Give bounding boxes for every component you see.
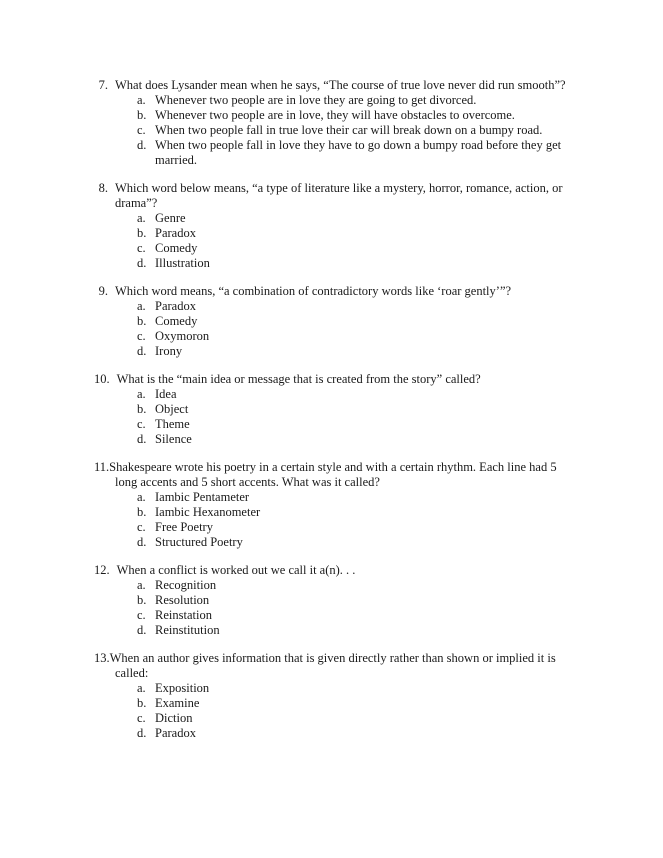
option-text: Comedy <box>155 241 198 255</box>
option-text: Oxymoron <box>155 329 210 343</box>
option-letter: b. <box>137 314 147 328</box>
option-letter: d. <box>137 432 147 446</box>
option-letter: d. <box>137 256 147 270</box>
question-block-13 <box>94 651 577 741</box>
question-block-7 <box>94 78 577 168</box>
question-text: When an author gives information that is given directly rather than shown or implied it is called: <box>109 651 556 680</box>
option-letter: a. <box>137 490 146 504</box>
option-text: Idea <box>155 387 177 401</box>
question-text: When a conflict is worked out we call it a(n). . . <box>116 563 356 577</box>
option-text: Paradox <box>155 726 196 740</box>
question-number: 7. <box>98 78 108 92</box>
option-row <box>94 696 577 711</box>
option-row <box>94 593 577 608</box>
option-text: Illustration <box>155 256 210 270</box>
question-text: Which word below means, “a type of literature like a mystery, horror, romance, action, or drama”? <box>115 181 563 210</box>
question-line <box>94 372 577 387</box>
option-letter: d. <box>137 623 147 637</box>
option-row <box>94 138 577 168</box>
question-number: 13. <box>94 651 110 665</box>
option-text: Paradox <box>155 299 196 313</box>
option-row <box>94 726 577 741</box>
question-line <box>94 460 577 490</box>
question-number: 12. <box>94 563 110 577</box>
question-text: What does Lysander mean when he says, “The course of true love never did run smooth”? <box>115 78 566 92</box>
question-number: 10. <box>94 372 110 386</box>
option-row <box>94 432 577 447</box>
option-row <box>94 608 577 623</box>
option-text: Whenever two people are in love, they will have obstacles to overcome. <box>155 108 515 122</box>
option-row <box>94 314 577 329</box>
option-text: When two people fall in true love their car will break down on a bumpy road. <box>155 123 543 137</box>
option-row <box>94 490 577 505</box>
option-letter: c. <box>137 711 146 725</box>
option-row <box>94 329 577 344</box>
option-text: Iambic Hexanometer <box>155 505 261 519</box>
option-letter: c. <box>137 123 146 137</box>
question-line <box>94 181 577 211</box>
option-letter: c. <box>137 329 146 343</box>
option-text: Reinstitution <box>155 623 220 637</box>
question-block-11 <box>94 460 577 550</box>
option-letter: b. <box>137 696 147 710</box>
question-block-12 <box>94 563 577 638</box>
option-letter: b. <box>137 108 147 122</box>
option-letter: b. <box>137 402 147 416</box>
option-row <box>94 108 577 123</box>
option-text: Exposition <box>155 681 210 695</box>
option-text: Irony <box>155 344 183 358</box>
option-letter: d. <box>137 344 147 358</box>
option-text: Genre <box>155 211 186 225</box>
option-row <box>94 535 577 550</box>
option-text: Paradox <box>155 226 196 240</box>
question-number: 8. <box>98 181 108 195</box>
option-row <box>94 520 577 535</box>
question-text: What is the “main idea or message that is created from the story” called? <box>116 372 481 386</box>
option-letter: a. <box>137 299 146 313</box>
option-row <box>94 505 577 520</box>
option-row <box>94 711 577 726</box>
option-row <box>94 344 577 359</box>
option-text: Iambic Pentameter <box>155 490 250 504</box>
option-row <box>94 211 577 226</box>
option-text: Recognition <box>155 578 217 592</box>
question-line <box>94 563 577 578</box>
option-letter: a. <box>137 681 146 695</box>
option-letter: a. <box>137 211 146 225</box>
option-letter: c. <box>137 417 146 431</box>
option-row <box>94 578 577 593</box>
option-text: Silence <box>155 432 192 446</box>
question-number: 11. <box>94 460 110 474</box>
option-row <box>94 417 577 432</box>
option-row <box>94 241 577 256</box>
option-text: Resolution <box>155 593 210 607</box>
option-row <box>94 299 577 314</box>
option-row <box>94 226 577 241</box>
question-text: Shakespeare wrote his poetry in a certain style and with a certain rhythm. Each line had 5 long accents and 5 short accents. What was it called? <box>109 460 557 489</box>
option-row <box>94 681 577 696</box>
option-letter: a. <box>137 93 146 107</box>
question-line <box>94 78 577 93</box>
option-row <box>94 402 577 417</box>
question-line <box>94 284 577 299</box>
option-letter: d. <box>137 726 147 740</box>
option-text: Comedy <box>155 314 198 328</box>
option-row <box>94 123 577 138</box>
option-text: Free Poetry <box>155 520 213 534</box>
question-block-9 <box>94 284 577 359</box>
option-letter: c. <box>137 520 146 534</box>
option-letter: c. <box>137 608 146 622</box>
question-number: 9. <box>98 284 108 298</box>
option-letter: d. <box>137 535 147 549</box>
option-letter: b. <box>137 593 147 607</box>
option-text: Reinstation <box>155 608 212 622</box>
option-text: Whenever two people are in love they are going to get divorced. <box>155 93 477 107</box>
option-letter: a. <box>137 387 146 401</box>
quiz-page-content <box>94 78 577 754</box>
question-block-8 <box>94 181 577 271</box>
option-row <box>94 256 577 271</box>
option-letter: c. <box>137 241 146 255</box>
option-letter: b. <box>137 505 147 519</box>
option-row <box>94 623 577 638</box>
question-text: Which word means, “a combination of contradictory words like ‘roar gently’”? <box>115 284 512 298</box>
option-letter: d. <box>137 138 147 152</box>
option-text: Diction <box>155 711 193 725</box>
option-row <box>94 93 577 108</box>
option-letter: a. <box>137 578 146 592</box>
option-letter: b. <box>137 226 147 240</box>
option-row <box>94 387 577 402</box>
question-block-10 <box>94 372 577 447</box>
option-text: Structured Poetry <box>155 535 243 549</box>
question-line <box>94 651 577 681</box>
option-text: Object <box>155 402 189 416</box>
option-text: When two people fall in love they have to go down a bumpy road before they get married. <box>155 138 562 167</box>
option-text: Examine <box>155 696 200 710</box>
option-text: Theme <box>155 417 190 431</box>
